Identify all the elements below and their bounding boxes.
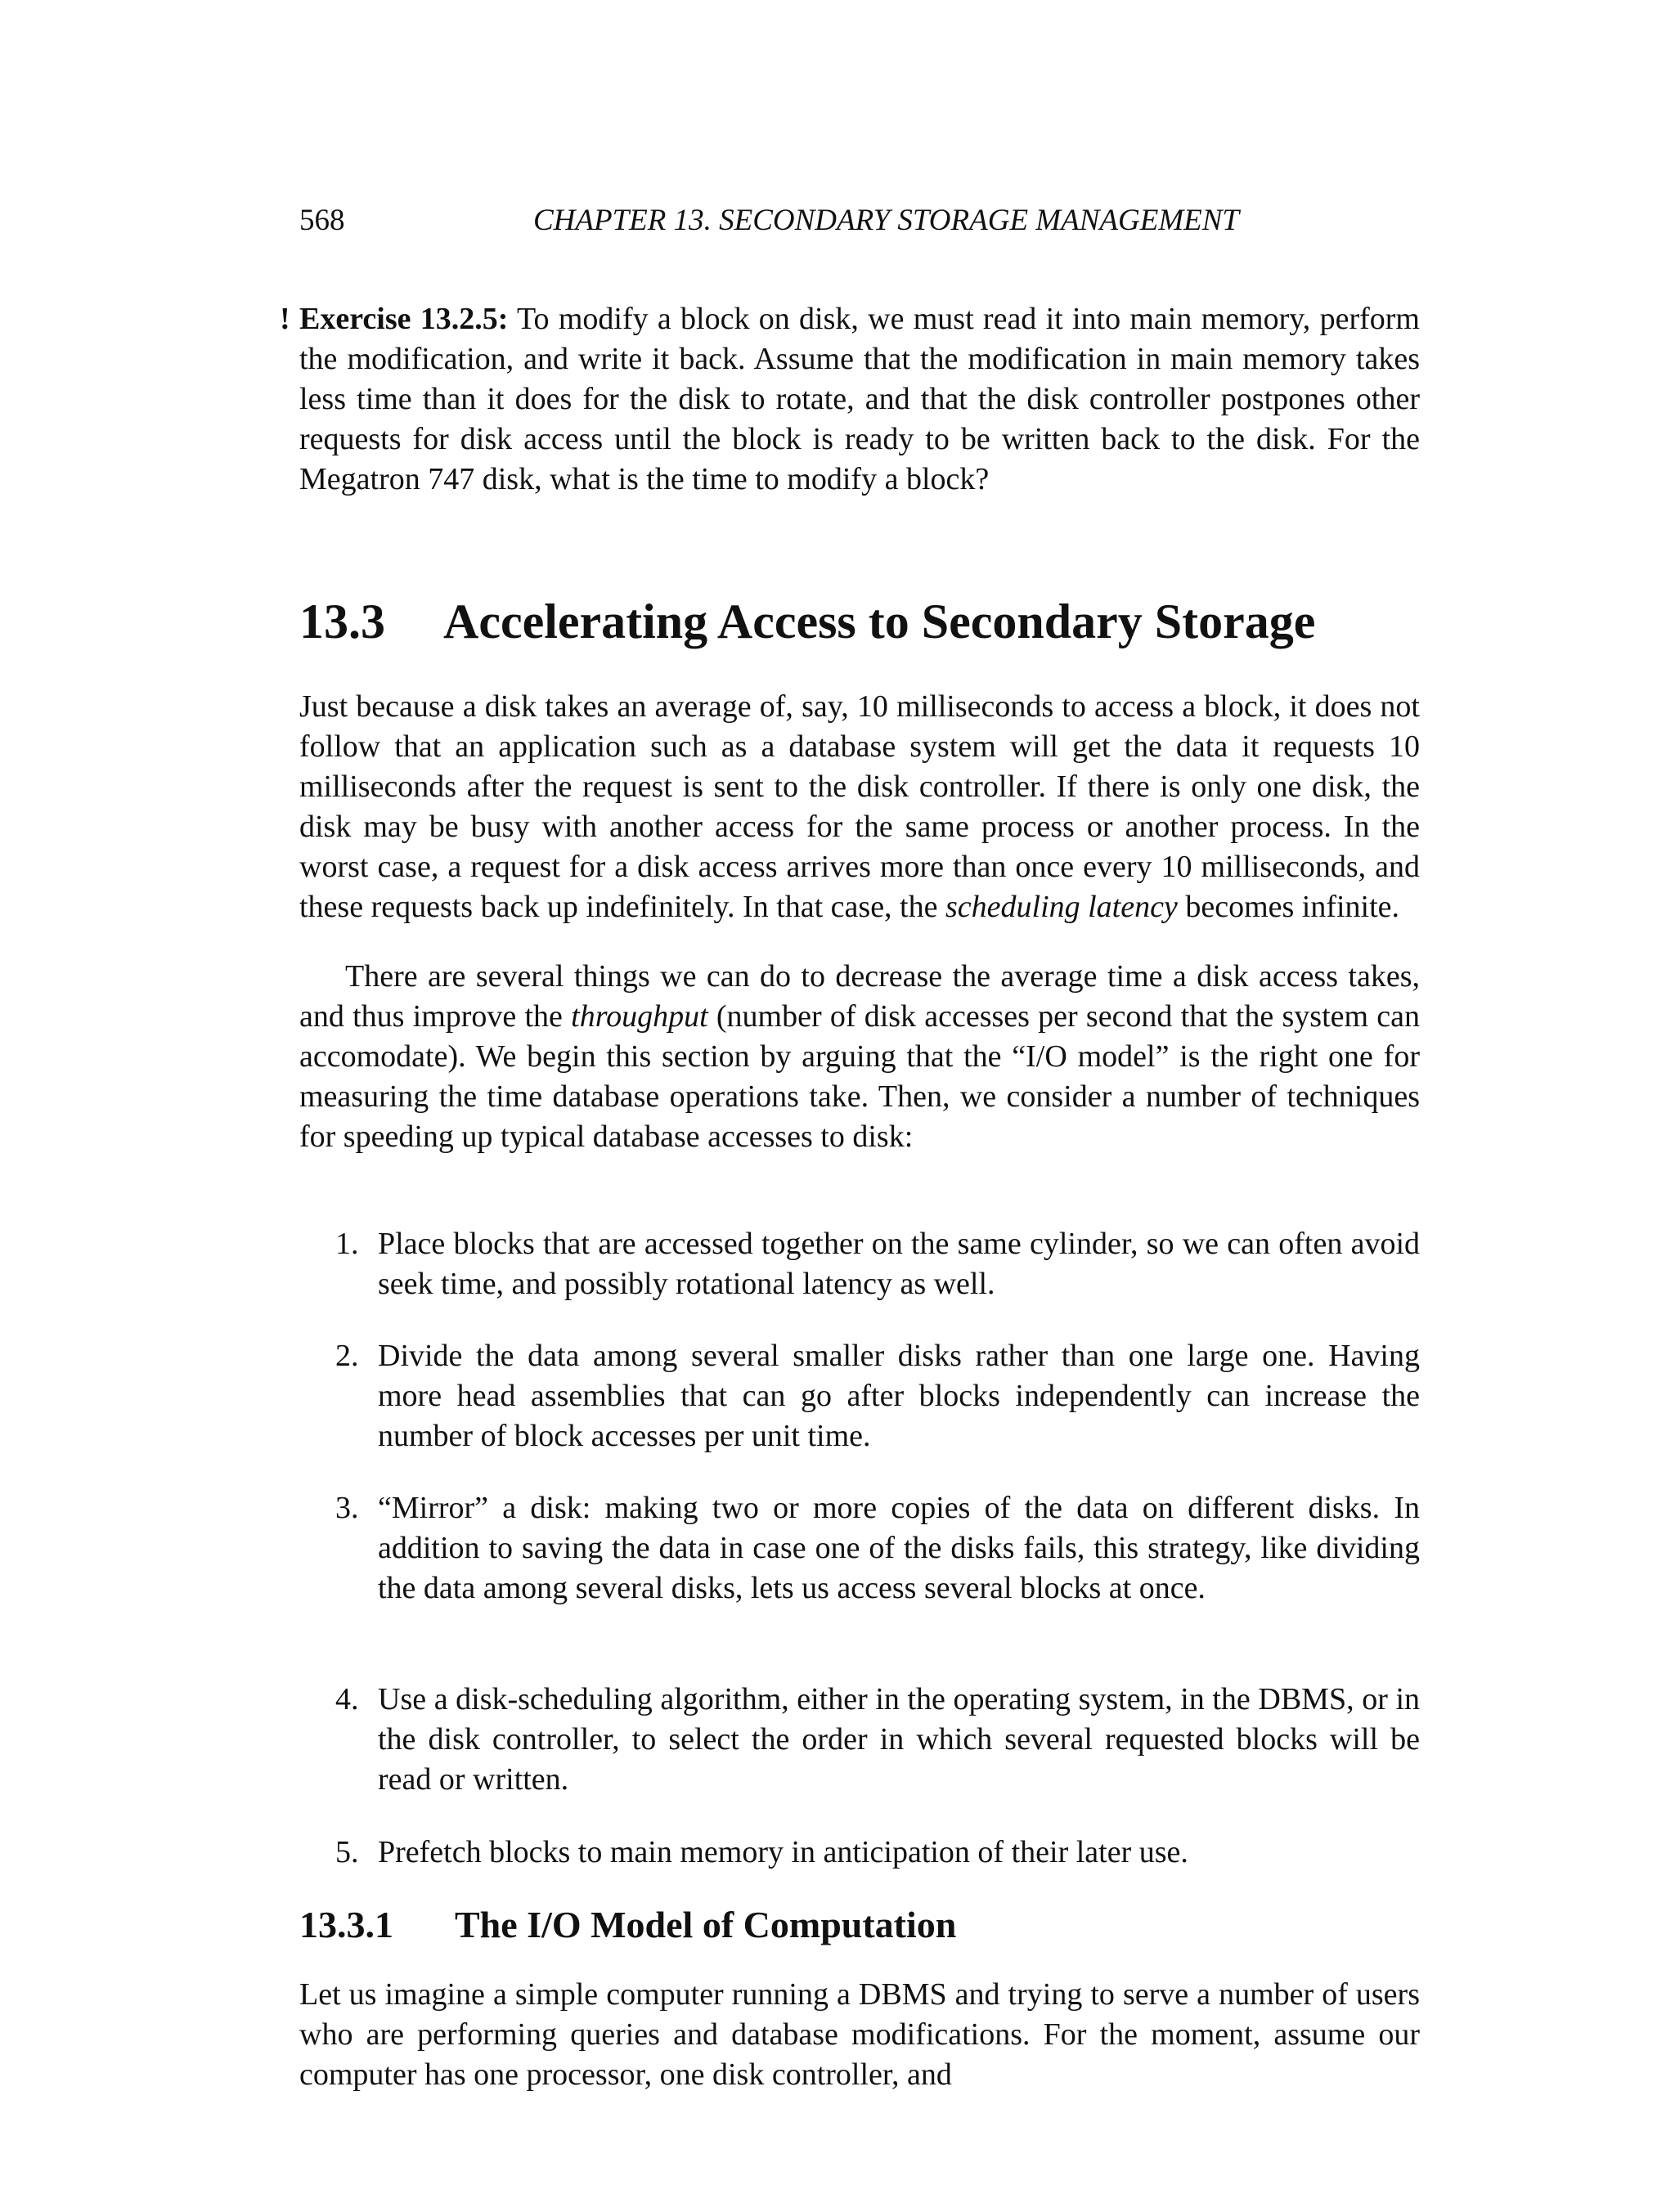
exercise-label: Exercise 13.2.5: xyxy=(299,302,509,336)
paragraph-3 xyxy=(299,1975,1420,2095)
list-item-number: 1. xyxy=(335,1227,359,1261)
list-item-text: Prefetch blocks to main memory in anticipation of their later use. xyxy=(378,1835,1188,1869)
paragraph-2-text-a: There are several things we can do to decrease the average time a disk access takes, and thus improve the xyxy=(299,959,1420,1034)
list-item xyxy=(299,1680,1420,1800)
list-item-text: Use a disk-scheduling algorithm, either in the operating system, in the DBMS, or in the disk controller, to select the order in which several requested blocks will be read or written. xyxy=(378,1682,1420,1797)
list-item-number: 4. xyxy=(335,1682,359,1716)
list-item-text: Divide the data among several smaller disks rather than one large one. Having more head assemblies that can go after blocks independently can increase the number of block accesses per unit time. xyxy=(378,1339,1420,1453)
list-item xyxy=(299,1336,1420,1456)
difficulty-marker: ! xyxy=(280,302,290,336)
list-item xyxy=(299,1833,1420,1873)
list-item-text: “Mirror” a disk: making two or more copies of the data on different disks. In addition to saving the data in case one of the disks fails, this strategy, like dividing the data among several disks, lets us access several blocks at once. xyxy=(378,1491,1420,1605)
list-item-text: Place blocks that are accessed together on the same cylinder, so we can often avoid seek time, and possibly rotational latency as well. xyxy=(378,1227,1420,1301)
exercise-block xyxy=(280,299,1420,500)
subsection-number: 13.3.1 xyxy=(299,1904,393,1945)
scheduling-latency-term: scheduling latency xyxy=(945,890,1178,924)
list-item xyxy=(299,1488,1420,1609)
section-title: Accelerating Access to Secondary Storage xyxy=(443,595,1316,648)
paragraph-2 xyxy=(299,957,1420,1157)
running-title: CHAPTER 13. SECONDARY STORAGE MANAGEMENT xyxy=(533,204,1239,237)
exercise-text: To modify a block on disk, we must read it into main memory, perform the modification, and write it back. Assume that the modification in main memory takes less time than it does for the disk to rotate, and that the disk controller postpones other requests for disk access until the block is ready to be written back to the disk. For the Megatron 747 disk, what is the time to modify a block? xyxy=(299,302,1420,496)
throughput-term: throughput xyxy=(571,999,708,1034)
subsection-heading xyxy=(299,1902,1444,1948)
page-number: 568 xyxy=(299,204,345,237)
section-heading xyxy=(299,593,1444,650)
paragraph-3-text: Let us imagine a simple computer running a DBMS and trying to serve a number of users who are performing queries and database modifications. For the moment, assume our computer has one processor, one disk controller, and xyxy=(299,1977,1420,2092)
list-item-number: 5. xyxy=(335,1835,359,1869)
paragraph-1-text-a: Just because a disk takes an average of, say, 10 milliseconds to access a block, it does not follow that an application such as a database system will get the data it requests 10 milliseconds after the request is sent to the disk controller. If there is only one disk, the disk may be busy with another access for the same process or another process. In the worst case, a request for a disk access arrives more than once every 10 milliseconds, and these requests back up indefinitely. In that case, the xyxy=(299,689,1420,924)
paragraph-2-text-b: (number of disk accesses per second that the system can accomodate). We begin this section by arguing that the “I/O model” is the right one for measuring the time database operations take. Then, we consider a number of techniques for speeding up typical database accesses to disk: xyxy=(299,999,1420,1154)
list-item xyxy=(299,1224,1420,1304)
paragraph-1-text-b: becomes infinite. xyxy=(1185,890,1400,924)
paragraph-1 xyxy=(299,687,1420,927)
section-number: 13.3 xyxy=(299,595,385,648)
subsection-title: The I/O Model of Computation xyxy=(455,1904,957,1945)
list-item-number: 2. xyxy=(335,1339,359,1373)
list-item-number: 3. xyxy=(335,1491,359,1525)
